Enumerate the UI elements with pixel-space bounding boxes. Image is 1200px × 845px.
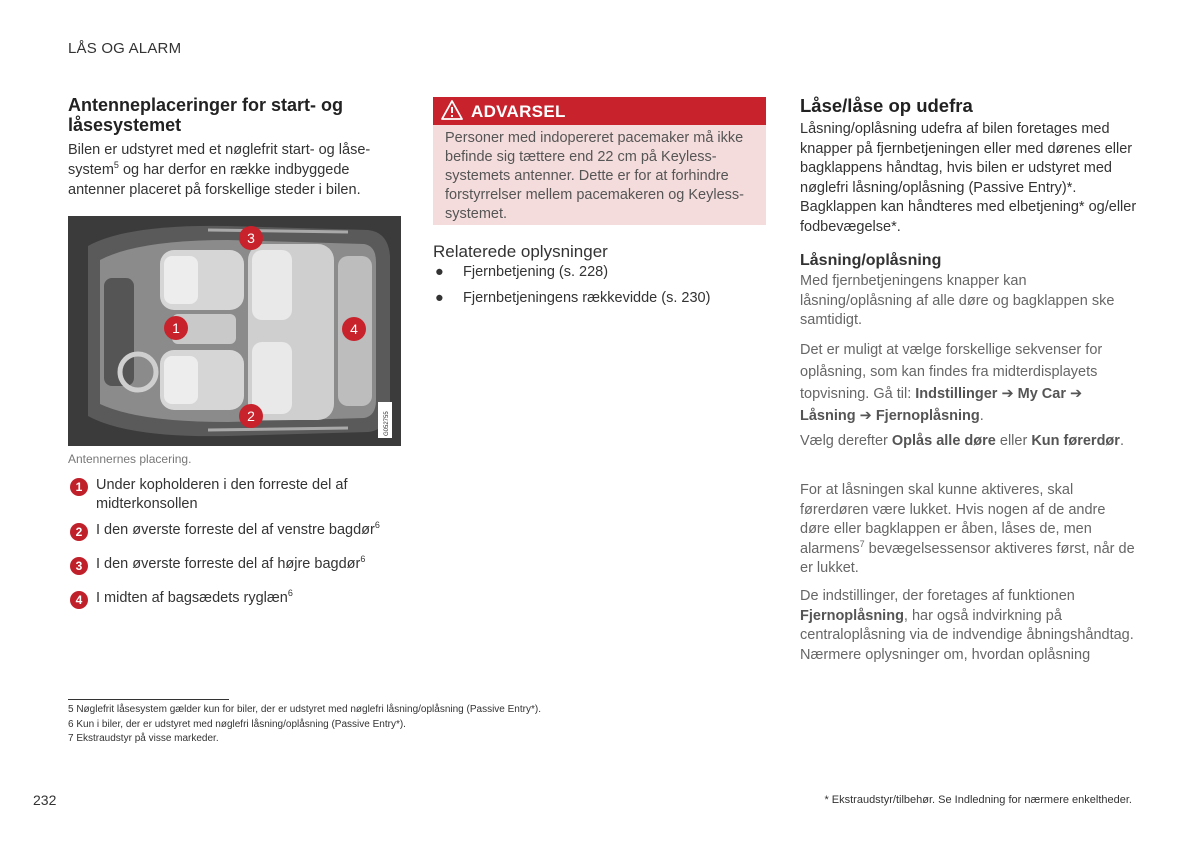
menu-path-remote-unlock: Fjernoplåsning: [875, 408, 980, 424]
page-number: 232: [33, 792, 57, 808]
footnote-5: 5 Nøglefrit låsesystem gælder kun for biler, der er udstyret med nøglefri låsning/oplåsning (Passive Entry*).: [68, 704, 541, 715]
paragraph-driver-door: For at låsningen skal kunne aktiveres, skal førerdøren være lukket. Hvis nogen af de andre døre eller bagklappen er åben, låses de, men alarmens$^7$ bevægelsessensor aktiveres først, når de er lukket.: [800, 482, 1135, 576]
number-badge: 1: [70, 478, 88, 496]
number-badge: 4: [70, 591, 88, 609]
menu-path-locking: Låsning: [800, 408, 856, 424]
antenna-marker-2: [239, 404, 263, 428]
accessory-note: * Ekstraudstyr/tilbehør. Se Indledning for nærmere enkeltheder.: [824, 794, 1132, 806]
menu-path-settings: Indstillinger: [915, 386, 998, 402]
lock-unlock-intro: Låsning/oplåsning udefra af bilen foretages med knapper på fjernbetjeningen eller med dørenes eller bagklappens håndtag, hvis bilen er udstyret med nøglefri låsning/oplåsning (Passive Entry)*. Bagklappen kan håndteres med elbetjening* og/eller fodbevægelse*.: [800, 121, 1137, 235]
subsection-title-locking: Låsning/oplåsning: [800, 252, 942, 269]
car-interior-illustration: [68, 216, 401, 446]
bullet-icon: ●: [435, 264, 444, 280]
antenna-marker-3: [239, 226, 263, 250]
footnote-ref-5: 5: [113, 160, 119, 171]
page-header: LÅS OG ALARM: [68, 40, 182, 57]
svg-text:1: 1: [172, 320, 180, 336]
paragraph-remote-unlock-setting: De indstillinger, der foretages af funktionen Fjernoplåsning, har også indvirkning på centraloplåsning via de indvendige åbningshåndtag. Nærmere oplysninger om, hvordan oplåsning: [800, 588, 1134, 663]
warning-box: [433, 125, 766, 225]
footnote-7: 7 Ekstraudstyr på visse markeder.: [68, 733, 219, 744]
option-driver-door-only: Kun førerdør: [1031, 433, 1120, 449]
bullet-icon: ●: [435, 290, 444, 306]
section-title-antennas: Antenneplaceringer for start- og låsesystemet: [68, 95, 344, 135]
warning-text: Personer med indopereret pacemaker må ikke befinde sig tættere end 22 cm på Keyless-systemets antenner. Dette er for at forhindre forstyrrelser mellem pacemakeren og Keyless-systemet.: [445, 130, 744, 222]
figure-caption: Antennernes placering.: [68, 452, 192, 466]
section-title-lock-unlock: Låse/låse op udefra: [800, 95, 973, 116]
menu-path-my-car: My Car: [1017, 386, 1066, 402]
warning-label: ADVARSEL: [471, 102, 566, 121]
antenna-marker-4: [342, 317, 366, 341]
footnote-divider: [68, 699, 229, 700]
number-badge: 2: [70, 523, 88, 541]
figure-code: G052755: [384, 411, 390, 436]
paragraph-choose-option: Vælg derefter Oplås alle døre eller Kun førerdør.: [800, 433, 1124, 449]
option-unlock-all-doors: Oplås alle døre: [891, 433, 996, 449]
svg-text:3: 3: [247, 230, 255, 246]
footnote-ref-6: 6: [287, 588, 293, 599]
arrow-right-icon: ➔: [1001, 386, 1014, 402]
footnote-ref-6: 6: [374, 520, 380, 531]
car-interior-figure: [68, 216, 401, 446]
paragraph-remote-buttons: Med fjernbetjeningens knapper kan låsning/oplåsning af alle døre og bagklappen ske samtidigt.: [800, 273, 1115, 328]
arrow-right-icon: ➔: [1070, 386, 1083, 402]
warning-header: [433, 97, 766, 125]
warning-triangle-icon: [441, 100, 463, 120]
number-badge: 3: [70, 557, 88, 575]
arrow-right-icon: ➔: [859, 408, 872, 424]
function-remote-unlock: Fjernoplåsning: [800, 607, 904, 624]
paragraph-unlock-sequence: Det er muligt at vælge forskellige sekvenser for oplåsning, som kan findes fra midterdisplayets topvisning. Gå til: Indstillinger ➔ My Car ➔ Låsning ➔ Fjernoplåsning.: [800, 342, 1103, 424]
footnote-ref-6: 6: [360, 554, 366, 565]
footnote-ref-7: 7: [859, 538, 865, 549]
svg-text:4: 4: [350, 321, 358, 337]
antennas-intro: Bilen er udstyret med et nøglefrit start- og låse-system$^5$ og har derfor en række indbyggede antenner placeret på forskellige steder i bilen.: [68, 142, 371, 198]
antenna-marker-1: [164, 316, 188, 340]
svg-text:2: 2: [247, 408, 255, 424]
footnote-6: 6 Kun i biler, der er udstyret med nøglefri låsning/oplåsning (Passive Entry*).: [68, 719, 406, 730]
related-info-title: Relaterede oplysninger: [433, 242, 608, 261]
